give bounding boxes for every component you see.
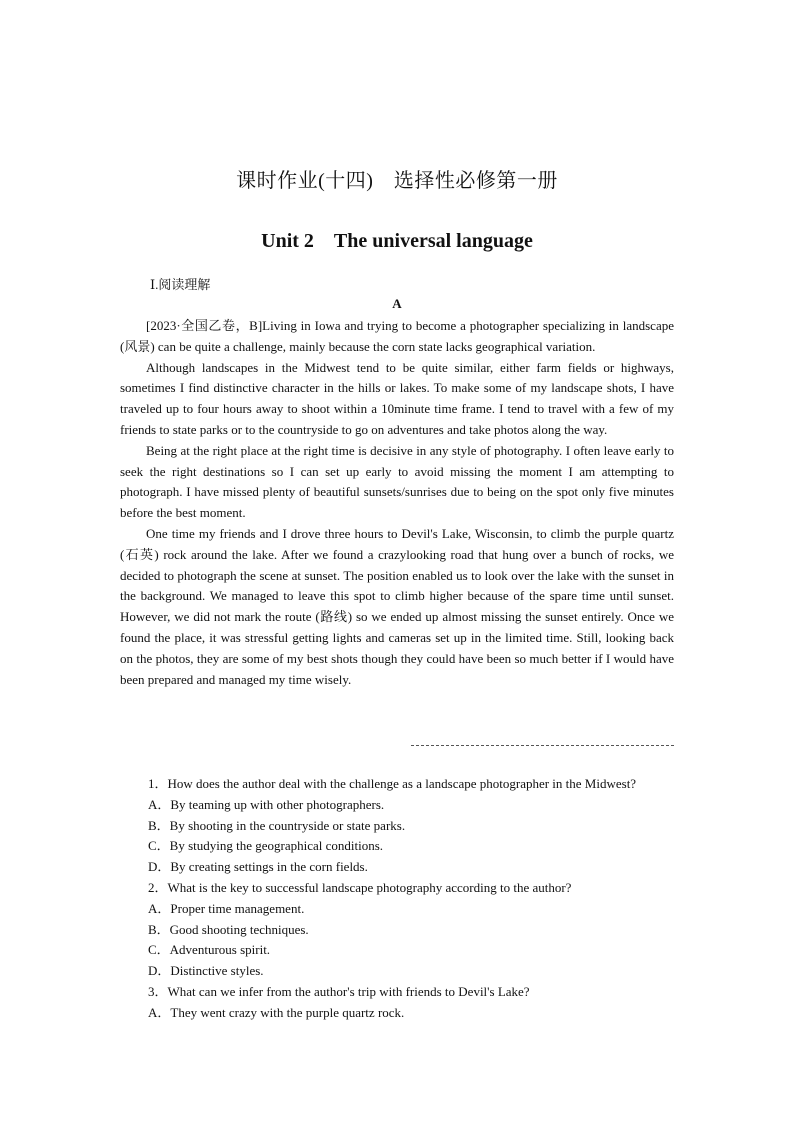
question-stem: 1．How does the author deal with the challenge as a landscape photographer in the Midwest? (148, 776, 637, 791)
answer-option: D．By creating settings in the corn fields. (148, 859, 368, 875)
passage-paragraph: [2023·全国乙卷，B]Living in Iowa and trying to become a photographer specializing in landscape (风景) can be quite a challenge, mainly because the corn state lacks geographical variation. (120, 318, 674, 354)
answer-option: D．Distinctive styles. (148, 963, 264, 979)
passage-letter: A (392, 296, 402, 311)
question-stem: 3．What can we infer from the author's trip with friends to Devil's Lake? (148, 983, 530, 999)
reading-passage (120, 316, 674, 690)
section-label: Ⅰ.阅读理解 (150, 277, 211, 292)
answer-option: A．They went crazy with the purple quartz rock. (148, 1004, 405, 1020)
question-stem: 2．What is the key to successful landscape photography according to the author? (148, 879, 572, 895)
divider (411, 745, 674, 746)
passage-paragraph: One time my friends and I drove three hours to Devil's Lake, Wisconsin, to climb the purple quartz (石英) rock around the lake. After we found a crazylooking road that hung over a bunch of rocks, we decided to photograph the scene at sunset. The position enabled us to look over the lake with the sunset in the background. We managed to leave this spot to climb higher because of the spare time until sunset. However, we did not mark the route (路线) so we ended up almost missing the sunset entirely. Once we found the place, it was stressful getting lights and cameras set up in the limited time. Still, looking back on the photos, they are some of my best shots though they could have been so much better if I would have been prepared and managed my time wisely. (120, 525, 674, 687)
passage-paragraph: Being at the right place at the right time is decisive in any style of photography. I often leave early to seek the right destinations so I can set up early to avoid missing the moment I am attempting to photograph. I have missed plenty of beautiful sunsets/sunrises due to being on the spot only five minutes before the best moment. (120, 442, 674, 521)
answer-option: B．By shooting in the countryside or state parks. (148, 817, 406, 833)
page-title: 课时作业(十四) 选择性必修第一册 (236, 170, 558, 192)
question-list (148, 774, 678, 1024)
answer-option: A．By teaming up with other photographers. (148, 796, 385, 812)
answer-option: A．Proper time management. (148, 900, 305, 916)
passage-paragraph: Although landscapes in the Midwest tend to be quite similar, either farm fields or highways, sometimes I find distinctive character in the hills or lakes. To make some of my landscape shots, I have traveled up to four hours away to shoot within a 10minute time frame. I tend to travel with a few of my friends to state parks or to the countryside to go on adventures and take photos along the way. (120, 359, 674, 437)
answer-option: C．Adventurous spirit. (148, 942, 271, 958)
answer-option: B．Good shooting techniques. (148, 921, 309, 937)
answer-option: C．By studying the geographical conditions. (148, 838, 384, 854)
unit-title: Unit 2 The universal language (261, 230, 533, 252)
